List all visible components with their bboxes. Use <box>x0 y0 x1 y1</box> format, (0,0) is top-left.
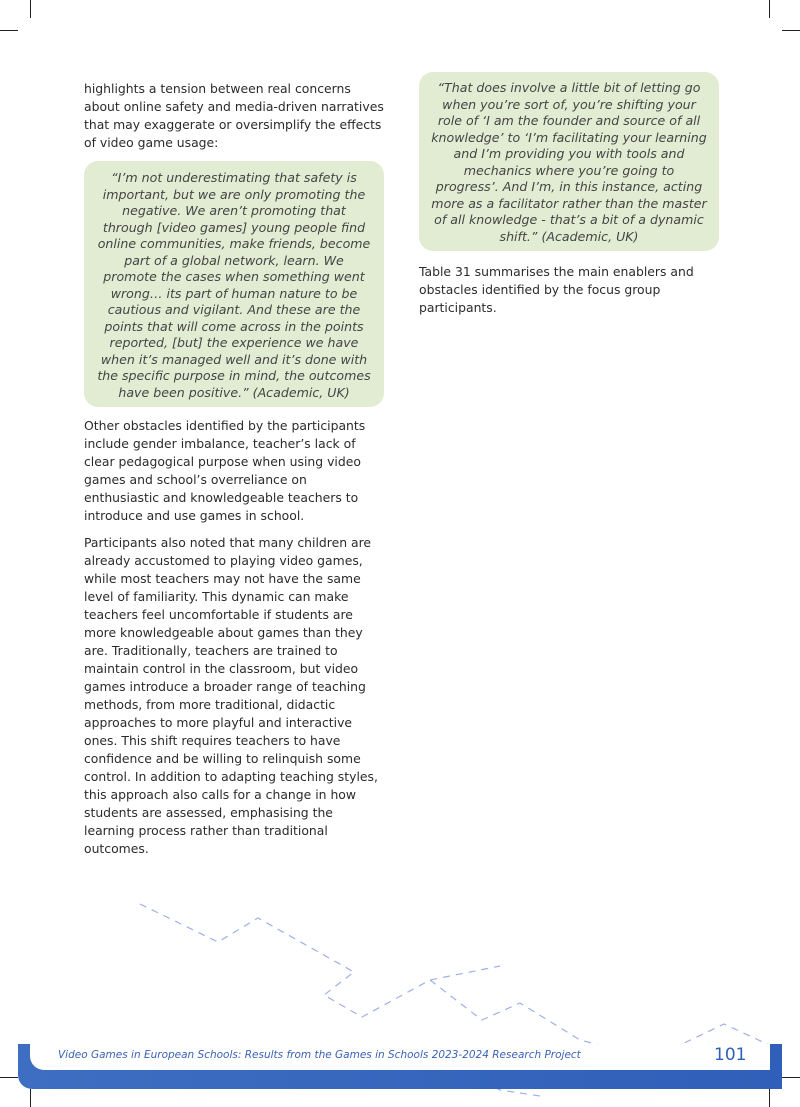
quote-box-letting-go: “That does involve a little bit of letting go when you’re sort of, you’re shifting your role of ‘I am the founder and source of all knowledge’ to ‘I’m facilitating your learning and I’m providing you with tools and mechanics where you’re going to progress’. And I’m, in this instance, acting more as a facilitator rather than the master of all knowledge - that’s a bit of a dynamic shift.” (Academic, UK) <box>419 72 719 251</box>
crop-mark <box>782 30 800 31</box>
obstacles-paragraph: Other obstacles identified by the participants include gender imbalance, teacher’s lack of clear pedagogical purpose when using video games and school’s overreliance on enthusiastic and knowledgeable teachers to introduce and use games in school. <box>84 418 366 523</box>
crop-mark <box>769 0 770 18</box>
page-number: 101 <box>714 1045 747 1065</box>
right-column <box>419 72 719 326</box>
crop-mark <box>30 0 31 18</box>
table-summary-paragraph: Table 31 summarises the main enablers and obstacles identified by the focus group participants. <box>419 264 694 315</box>
left-column <box>84 80 384 867</box>
familiarity-paragraph: Participants also noted that many children are already accustomed to playing video games, while most teachers may not have the same level of familiarity. This dynamic can make teachers feel uncomfortable if students are more knowledgeable about games than they are. Traditionally, teachers are trained to maintain control in the classroom, but video games introduce a broader range of teaching methods, from more traditional, didactic approaches to more playful and interactive ones. This shift requires teachers to have confidence and be willing to relinquish some control. In addition to adapting teaching styles, this approach also calls for a change in how students are assessed, emphasising the learning process rather than traditional outcomes. <box>84 535 378 856</box>
footer-title: Video Games in European Schools: Results from the Games in Schools 2023-2024 Research Project <box>58 1049 581 1061</box>
intro-paragraph: highlights a tension between real concerns about online safety and media-driven narratives that may exaggerate or oversimplify the effects of video game usage: <box>84 81 384 150</box>
quote-box-safety: “I’m not underestimating that safety is important, but we are only promoting the negative. We aren’t promoting that through [video games] young people find online communities, make friends, become part of a global network, learn. We promote the cases when something went wrong… its part of human nature to be cautious and vigilant. And these are the points that will come across in the points reported, [but] the experience we have when it’s managed well and it’s done with the specific purpose in mind, the outcomes have been positive.” (Academic, UK) <box>84 161 384 407</box>
crop-mark <box>0 30 18 31</box>
